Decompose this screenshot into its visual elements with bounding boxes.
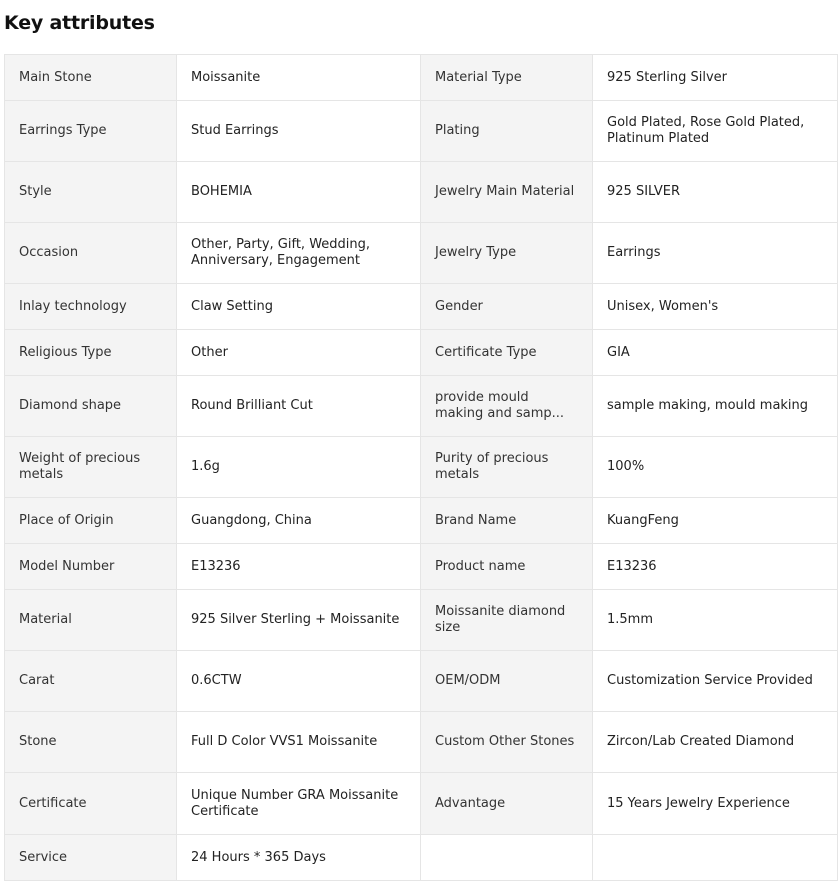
attribute-label: Material Type — [421, 55, 593, 101]
table-row — [5, 284, 838, 330]
attribute-label: Advantage — [421, 773, 593, 835]
attribute-label: Main Stone — [5, 55, 177, 101]
attribute-label-truncated — [421, 376, 593, 437]
attribute-label: Style — [5, 162, 177, 223]
attribute-label: Religious Type — [5, 330, 177, 376]
table-row — [5, 773, 838, 835]
attribute-value: sample making, mould making — [593, 376, 838, 437]
attribute-label: Carat — [5, 651, 177, 712]
attribute-label: Product name — [421, 544, 593, 590]
table-row — [5, 651, 838, 712]
attribute-value: Moissanite — [177, 55, 421, 101]
table-row — [5, 162, 838, 223]
attribute-label: Inlay technology — [5, 284, 177, 330]
attribute-label: Plating — [421, 101, 593, 162]
table-row — [5, 376, 838, 437]
table-row — [5, 544, 838, 590]
attribute-label: Custom Other Stones — [421, 712, 593, 773]
attribute-value: Round Brilliant Cut — [177, 376, 421, 437]
attribute-value: Other — [177, 330, 421, 376]
attribute-value: 0.6CTW — [177, 651, 421, 712]
attribute-value: Earrings — [593, 223, 838, 284]
table-row — [5, 498, 838, 544]
table-row — [5, 712, 838, 773]
attribute-label: Certificate Type — [421, 330, 593, 376]
attributes-table — [4, 54, 838, 881]
attribute-value: 24 Hours * 365 Days — [177, 835, 421, 881]
attribute-value: BOHEMIA — [177, 162, 421, 223]
table-row — [5, 437, 838, 498]
attribute-label: Weight of precious metals — [5, 437, 177, 498]
attribute-value: 925 Sterling Silver — [593, 55, 838, 101]
attribute-label: Earrings Type — [5, 101, 177, 162]
label-line-1: provide mould — [435, 390, 529, 405]
attribute-value: Stud Earrings — [177, 101, 421, 162]
attribute-value: Customization Service Provided — [593, 651, 838, 712]
table-row — [5, 330, 838, 376]
attribute-value: Guangdong, China — [177, 498, 421, 544]
attribute-label: Diamond shape — [5, 376, 177, 437]
attribute-value: 925 SILVER — [593, 162, 838, 223]
attribute-label: Model Number — [5, 544, 177, 590]
attribute-label: Service — [5, 835, 177, 881]
table-row — [5, 590, 838, 651]
attribute-value: E13236 — [177, 544, 421, 590]
attribute-value: 1.5mm — [593, 590, 838, 651]
attribute-label: Brand Name — [421, 498, 593, 544]
empty-cell — [593, 835, 838, 881]
attribute-value: Zircon/Lab Created Diamond — [593, 712, 838, 773]
section-title: Key attributes — [4, 12, 155, 34]
table-row — [5, 101, 838, 162]
attribute-label: Occasion — [5, 223, 177, 284]
label-line-2: making and samp... — [435, 406, 565, 421]
attribute-label: Jewelry Type — [421, 223, 593, 284]
attribute-label: Material — [5, 590, 177, 651]
attribute-value: KuangFeng — [593, 498, 838, 544]
attribute-value: 15 Years Jewelry Experience — [593, 773, 838, 835]
attribute-label: Stone — [5, 712, 177, 773]
attribute-label: OEM/ODM — [421, 651, 593, 712]
attribute-value: 925 Silver Sterling + Moissanite — [177, 590, 421, 651]
table-row — [5, 55, 838, 101]
attribute-label: Purity of precious metals — [421, 437, 593, 498]
attribute-value: Claw Setting — [177, 284, 421, 330]
attribute-label: Moissanite diamond size — [421, 590, 593, 651]
attribute-value: 100% — [593, 437, 838, 498]
attribute-value: Other, Party, Gift, Wedding, Anniversary, Engagement — [177, 223, 421, 284]
attribute-label: Place of Origin — [5, 498, 177, 544]
attribute-value: E13236 — [593, 544, 838, 590]
attribute-value: Unisex, Women's — [593, 284, 838, 330]
table-row — [5, 835, 838, 881]
table-row — [5, 223, 838, 284]
attribute-label: Certificate — [5, 773, 177, 835]
empty-cell — [421, 835, 593, 881]
attribute-value: Unique Number GRA Moissanite Certificate — [177, 773, 421, 835]
attribute-value: GIA — [593, 330, 838, 376]
attribute-value: Full D Color VVS1 Moissanite — [177, 712, 421, 773]
attribute-label: Jewelry Main Material — [421, 162, 593, 223]
attribute-label: Gender — [421, 284, 593, 330]
attribute-value: Gold Plated, Rose Gold Plated, Platinum Plated — [593, 101, 838, 162]
attribute-value: 1.6g — [177, 437, 421, 498]
